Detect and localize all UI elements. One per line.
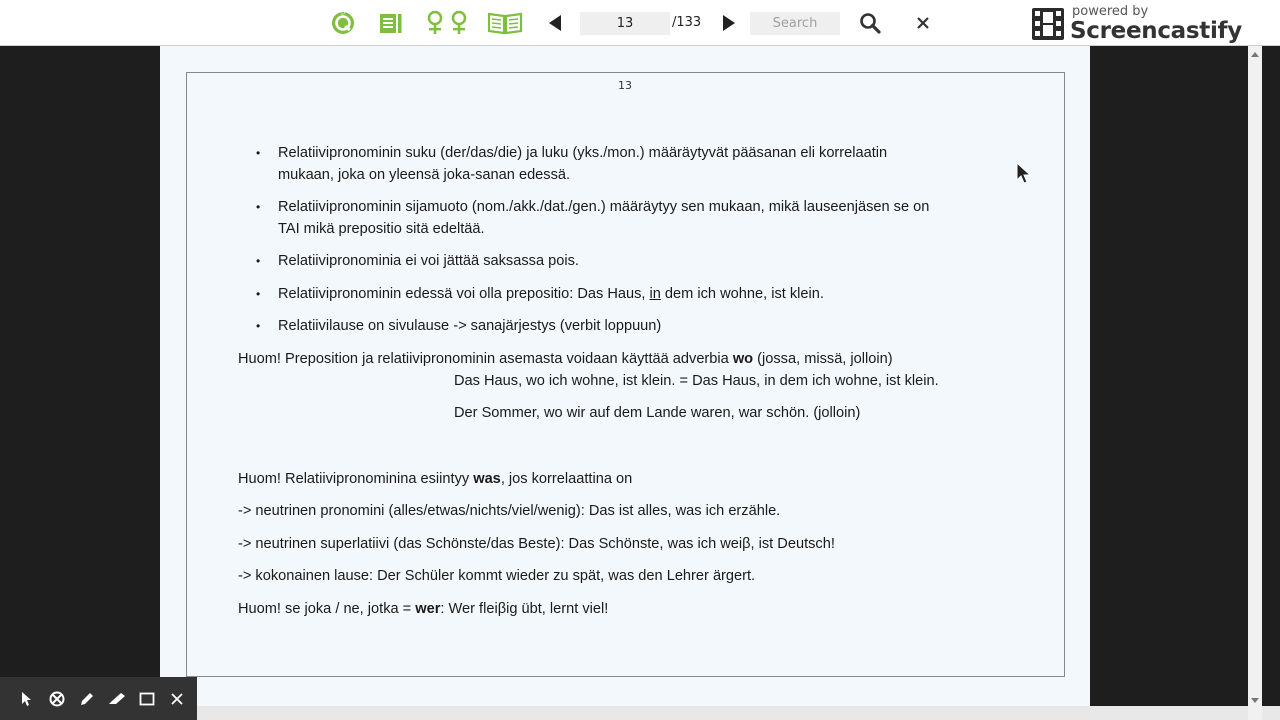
highlighter-icon[interactable] — [102, 684, 132, 714]
pointer-icon[interactable] — [12, 684, 42, 714]
bullet-item: • Relatiivipronominia ei voi jättää saksassa pois. — [278, 250, 1018, 272]
arrow-line: -> kokonainen lause: Der Schüler kommt wieder zu spät, was den Lehrer ärgert. — [238, 568, 756, 584]
document-viewer[interactable] — [0, 46, 1280, 720]
mouse-pointer-icon — [1016, 162, 1032, 190]
watermark-brand: Screencastify — [1070, 18, 1242, 44]
horizontal-scroll-track — [197, 706, 1280, 720]
bullet-text: mukaan, joka on yleensä joka-sanan edessä. — [278, 167, 571, 183]
film-icon — [1032, 8, 1064, 40]
next-page-icon[interactable] — [718, 9, 740, 37]
close-icon[interactable] — [162, 684, 192, 714]
pdf-toolbar — [0, 0, 1280, 46]
huom-was: Huom! Relatiivipronominina esiintyy was, jos korrelaattina on — [238, 471, 633, 487]
bullet-item: • Relatiivilause on sivulause -> sanajärjestys (verbit loppuun) — [278, 315, 1018, 337]
eraser-icon[interactable] — [42, 684, 72, 714]
compare-icon[interactable] — [424, 9, 470, 37]
pen-icon[interactable] — [72, 684, 102, 714]
previous-page-icon[interactable] — [544, 9, 566, 37]
rectangle-icon[interactable] — [132, 684, 162, 714]
svg-text:D: D — [341, 10, 345, 17]
arrow-line: -> neutrinen superlatiivi (das Schönste/das Beste): Das Schönste, was ich weiβ, ist Deutsch! — [238, 536, 835, 552]
huom-wer: Huom! se joka / ne, jotka = wer: Wer fleiβig übt, lernt viel! — [238, 601, 609, 617]
bullet-item: • Relatiivipronominin edessä voi olla prepositio: Das Haus, in dem ich wohne, ist klein. — [278, 283, 1018, 305]
page-number-input[interactable] — [580, 12, 670, 35]
vertical-scrollbar[interactable] — [1248, 46, 1262, 720]
bullet-text: TAI mikä prepositio sitä edeltää. — [278, 221, 485, 237]
scroll-down-icon[interactable] — [1251, 698, 1259, 703]
bullet-item: • Relatiivipronominin suku (der/das/die) ja luku (yks./mon.) määräytyvät pääsanan eli korrelaatin mukaan, joka on yleensä joka-sanan edessä. — [278, 142, 1018, 186]
dictionary-icon[interactable] — [328, 9, 358, 37]
bullet-text: Relatiivipronominin suku (der/das/die) ja luku (yks./mon.) määräytyvät pääsanan eli korrelaatin — [278, 145, 888, 161]
search-input[interactable] — [750, 12, 840, 35]
example-line: Das Haus, wo ich wohne, ist klein. = Das Haus, in dem ich wohne, ist klein. — [454, 373, 939, 389]
reading-list-icon[interactable] — [376, 9, 406, 37]
page-content — [160, 46, 1090, 706]
huom-wo: Huom! Preposition ja relatiivipronominin asemasta voidaan käyttää adverbia wo (jossa, missä, jolloin) — [238, 351, 893, 367]
bullet-text: Relatiivipronominin sijamuoto (nom./akk./dat./gen.) määräytyy sen mukaan, mikä lauseenjäsen se on — [278, 199, 930, 215]
arrow-line: -> neutrinen pronomini (alles/etwas/nichts/viel/wenig): Das ist alles, was ich erzähle. — [238, 503, 781, 519]
screencastify-watermark — [1030, 4, 1276, 44]
pdf-page — [160, 46, 1090, 706]
bullet-item: • Relatiivipronominin sijamuoto (nom./akk./dat./gen.) määräytyy sen mukaan, mikä lauseenjäsen se on TAI mikä prepositio sitä edeltää. — [278, 196, 1018, 240]
close-icon[interactable] — [912, 9, 934, 37]
example-line: Der Sommer, wo wir auf dem Lande waren, war schön. (jolloin) — [454, 405, 861, 421]
page-number: 13 — [618, 79, 632, 92]
annotation-toolbar — [0, 677, 197, 720]
search-icon[interactable] — [856, 9, 884, 37]
scroll-up-icon[interactable] — [1251, 52, 1259, 57]
bullet-text: Relatiivipronominin edessä voi olla prepositio: Das Haus, in dem ich wohne, ist klein. — [278, 286, 824, 302]
bullet-text: Relatiivipronominia ei voi jättää saksassa pois. — [278, 253, 579, 269]
open-book-icon[interactable] — [486, 9, 524, 37]
bullet-text: Relatiivilause on sivulause -> sanajärjestys (verbit loppuun) — [278, 318, 662, 334]
watermark-powered-by: powered by — [1072, 4, 1149, 19]
total-pages-label: /133 — [672, 15, 702, 30]
